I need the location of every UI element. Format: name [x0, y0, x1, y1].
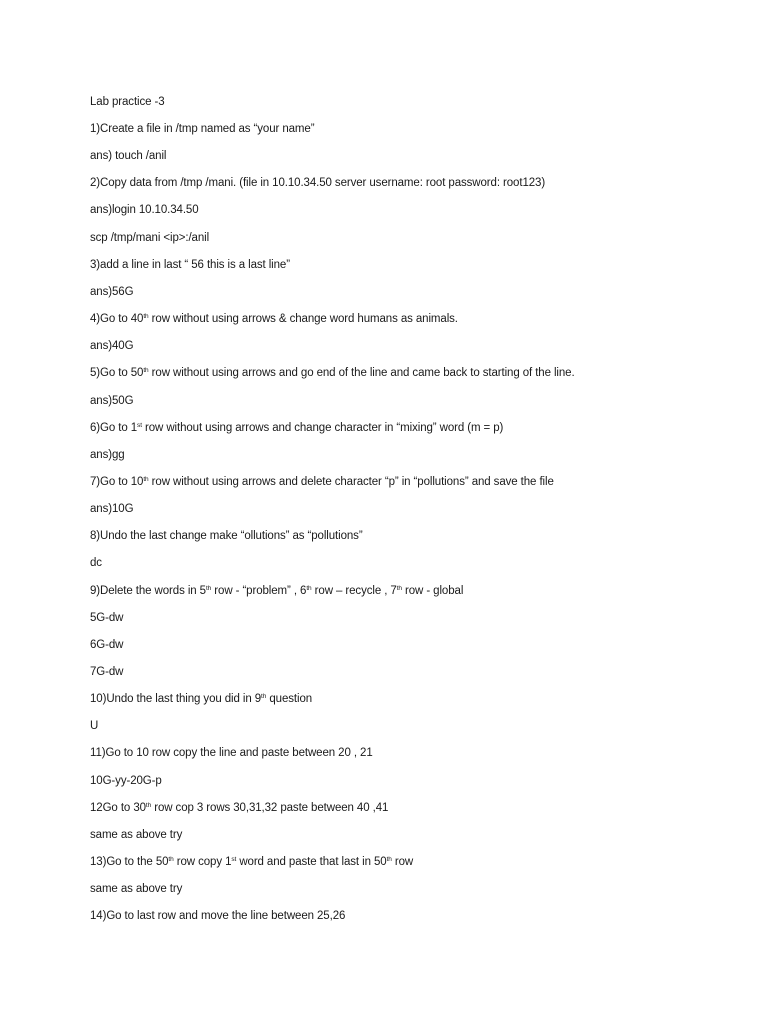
line-text: ans)login 10.10.34.50 [90, 204, 199, 217]
document-line [90, 312, 458, 326]
line-text: row without using arrows and change character in “mixing” word (m = p) [141, 421, 504, 434]
line-text: row copy 1 [173, 856, 232, 869]
superscript-ordinal: th [145, 801, 152, 809]
document-line [90, 556, 102, 570]
line-text: 6G-dw [90, 638, 124, 651]
line-text: same as above try [90, 883, 183, 896]
line-text: 6)Go to 1 [90, 421, 138, 434]
document-line [90, 339, 133, 353]
document-line [90, 366, 575, 380]
line-text: U [90, 720, 99, 733]
line-text: row cop 3 rows 30,31,32 paste between 40 ,41 [151, 801, 389, 814]
line-text: question [266, 693, 313, 706]
line-text: 9)Delete the words in 5 [90, 584, 206, 597]
document-line [90, 855, 413, 869]
line-text: 14)Go to last row and move the line between 25,26 [90, 910, 346, 923]
line-text: scp /tmp/mani <ip>:/anil [90, 231, 210, 244]
line-text: row without using arrows and delete character “p” in “pollutions” and save the file [148, 475, 554, 488]
document-line [90, 584, 463, 598]
line-text: row [391, 856, 414, 869]
line-text: 2)Copy data from /tmp /mani. (file in 10.10.34.50 server username: root password: root123) [90, 177, 546, 190]
document-line [90, 421, 503, 435]
line-text: ans)40G [90, 340, 134, 353]
line-text: 5G-dw [90, 611, 124, 624]
line-text: row - global [401, 584, 464, 597]
line-text: 13)Go to the 50 [90, 856, 169, 869]
line-text: row – recycle , 7 [311, 584, 397, 597]
document-title: Lab practice -3 [90, 96, 165, 108]
superscript-ordinal: th [143, 313, 149, 321]
document-line [90, 774, 162, 788]
document-line [90, 746, 373, 760]
document-line [90, 882, 182, 896]
document-line [90, 149, 166, 163]
document-line [90, 638, 123, 652]
line-text: 4)Go to 40 [90, 313, 144, 326]
document-line [90, 231, 209, 245]
superscript-ordinal: th [396, 584, 402, 592]
line-text: ans)50G [90, 394, 134, 407]
line-text: dc [90, 557, 102, 570]
line-text: row - “problem” , 6 [211, 584, 307, 597]
line-text: 11)Go to 10 row copy the line and paste between 20 , 21 [90, 747, 373, 760]
line-text: 10)Undo the last thing you did in 9 [90, 693, 262, 706]
document-line [90, 665, 123, 679]
document-line [90, 611, 123, 625]
line-text: 5)Go to 50 [90, 367, 144, 380]
document-line [90, 475, 554, 489]
document-line [90, 285, 133, 299]
superscript-ordinal: st [231, 856, 237, 864]
line-text: 1)Create a file in /tmp named as “your name” [90, 123, 315, 135]
document-line [90, 801, 388, 815]
line-text: ans)gg [90, 448, 125, 461]
line-text: row without using arrows & change word humans as animals. [148, 313, 458, 326]
line-text: ans) touch /anil [90, 150, 167, 163]
line-text: same as above try [90, 828, 183, 841]
line-text: row without using arrows and go end of the line and came back to starting of the line. [148, 367, 575, 380]
document-line [90, 394, 133, 408]
line-text: 7G-dw [90, 666, 124, 678]
superscript-ordinal: th [386, 856, 392, 864]
line-text: 3)add a line in last “ 56 this is a last line” [90, 258, 290, 271]
line-text: 12Go to 30 [90, 801, 146, 814]
document-line [90, 502, 133, 516]
superscript-ordinal: th [261, 693, 267, 701]
document-line [90, 176, 545, 190]
document-line [90, 719, 98, 733]
line-text: 8)Undo the last change make “ollutions” as “pollutions” [90, 530, 363, 543]
document-line [90, 122, 314, 136]
line-text: 10G-yy-20G-p [90, 774, 162, 787]
document-line [90, 258, 290, 272]
line-text: 7)Go to 10 [90, 475, 144, 488]
document-line [90, 692, 312, 706]
document-line [90, 529, 363, 543]
line-text: word and paste that last in 50 [236, 856, 387, 869]
superscript-ordinal: th [306, 584, 312, 592]
superscript-ordinal: th [143, 475, 149, 483]
superscript-ordinal: th [205, 584, 212, 592]
superscript-ordinal: st [137, 421, 142, 429]
document-line [90, 828, 182, 842]
line-text: ans)56G [90, 285, 134, 298]
line-text: ans)10G [90, 503, 134, 516]
superscript-ordinal: th [143, 367, 149, 375]
document-line [90, 448, 125, 462]
superscript-ordinal: th [168, 856, 174, 864]
document-line [90, 909, 345, 923]
document-line [90, 203, 199, 217]
